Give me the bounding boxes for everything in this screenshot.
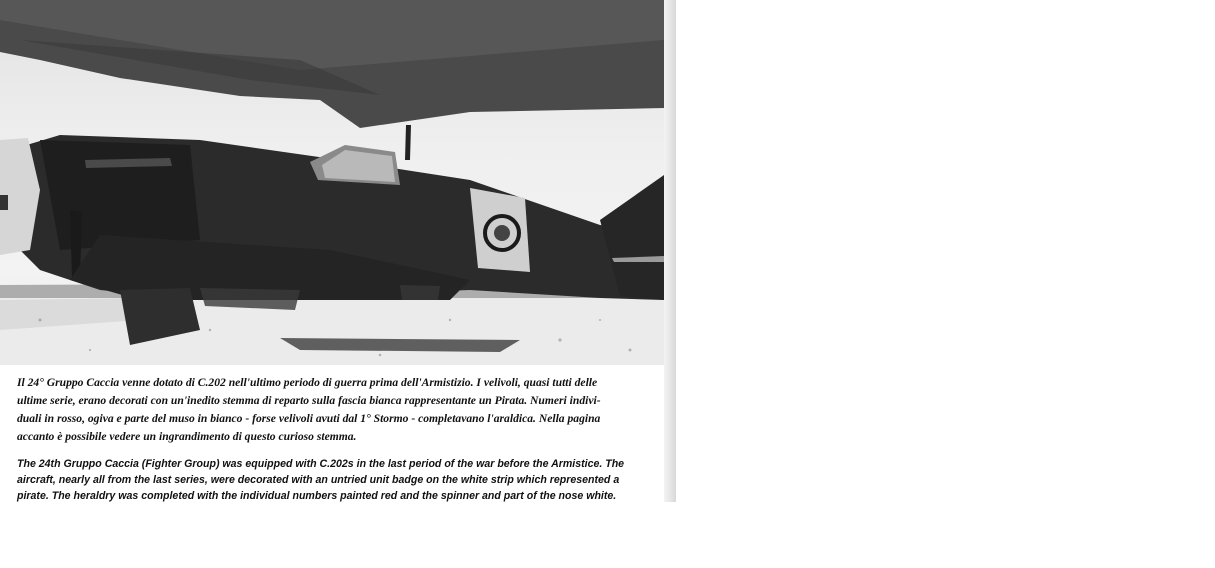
caption-italian-line: accanto è possibile vedere un ingrandimento di questo curioso stemma.: [17, 430, 357, 443]
caption-italian: [17, 374, 662, 446]
caption-english: [17, 456, 662, 502]
page-gutter: [664, 0, 676, 502]
scanned-page: [0, 0, 676, 502]
aircraft-photo: [0, 0, 664, 365]
caption-italian-line: duali in rosso, ogiva e parte del muso in bianco - forse velivoli avuti dal 1° Stormo - completavano l'araldica. Nella pagina: [17, 412, 601, 425]
aircraft-photo-drawing: [0, 0, 664, 365]
caption-italian-line: ultime serie, erano decorati con un'inedito stemma di reparto sulla fascia bianca rappresentante un Pirata. Numeri indivi-: [17, 394, 601, 407]
ground-shadow: [280, 338, 520, 352]
caption-english-line: aircraft, nearly all from the last series, were decorated with an untried unit badge on the white strip which represented a: [17, 474, 620, 486]
caption-english-line: pirate. The heraldry was completed with the individual numbers painted red and the spinner and part of the nose white.: [17, 490, 617, 502]
caption-italian-line: Il 24° Gruppo Caccia venne dotato di C.202 nell'ultimo periodo di guerra prima dell'Armistizio. I velivoli, quasi tutti delle: [17, 376, 598, 389]
caption-english-line: The 24th Gruppo Caccia (Fighter Group) was equipped with C.202s in the last period of the war before the Armistice. The: [17, 458, 625, 470]
